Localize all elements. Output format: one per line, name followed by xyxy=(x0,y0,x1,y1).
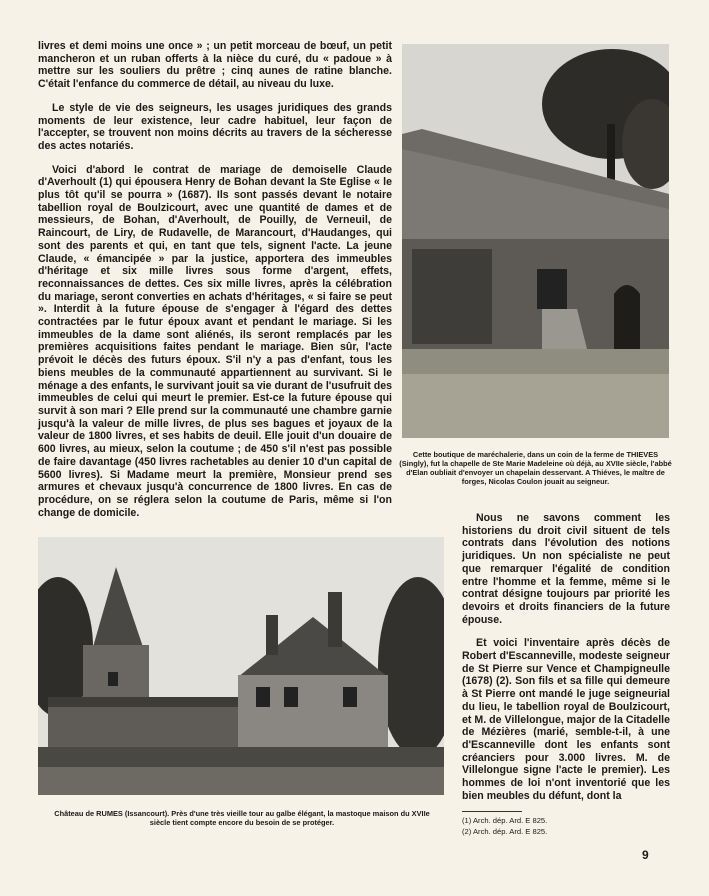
footnote: (1) Arch. dép. Ard. E 825. xyxy=(462,816,548,825)
page-number: 9 xyxy=(642,848,649,862)
footnotes xyxy=(462,811,672,837)
left-text-column xyxy=(38,40,392,530)
footnote-rule xyxy=(462,811,522,812)
photo-chateau-rumes xyxy=(38,537,444,795)
footnote: (2) Arch. dép. Ard. E 825. xyxy=(462,827,548,836)
paragraph: Le style de vie des seigneurs, les usages juridiques des grands moments de leur existence, leur cadre habituel, leur façon de l'accepter, se trouvent non moins décrits au travers de la sécheresse des actes notariés. xyxy=(38,101,392,152)
right-text-column xyxy=(462,512,670,813)
caption-forge-chapel: Cette boutique de maréchalerie, dans un coin de la ferme de THIEVES (Singly), fut la chapelle de Ste Marie Madeleine où déjà, au XVIIe siècle, l'abbé d'Elan oubliait d'envoyer un chapelain desservant. A Thiéves, le maître de forges, Nicolas Coulon jouait au seigneur. xyxy=(399,450,672,486)
caption-chateau-rumes: Château de RUMES (Issancourt). Près d'une très vieille tour au galbe élégant, la mastoque maison du XVIIe siècle tient compte encore du besoin de se protéger. xyxy=(54,809,430,827)
paragraph: livres et demi moins une once » ; un petit morceau de bœuf, un petit mancheron et un ruban offerts à la nièce du curé, du « padoue » à mettre sur les souliers du prêtre ; cinq aunes de ratine blanche. C'était l'enfance du commerce de détail, au niveau du luxe. xyxy=(38,40,392,91)
paragraph: Nous ne savons comment les historiens du droit civil situent de tels contrats dans l'évolution des notions juridiques. Un non spécialiste ne peut que remarquer l'égalité de condition entre l'homme et la femme, même si le contrat désigne toujours par priorité les devoirs et droits financiers de la future épouse. xyxy=(462,512,670,626)
photo-forge-chapel xyxy=(402,44,669,438)
paragraph: Voici d'abord le contrat de mariage de demoiselle Claude d'Averhoult (1) qui épousera Henry de Bohan devant la Ste Eglise « le plus tôt qu'il se pourra » (1687). Ils sont passés devant le notaire tabellion royal de Boulzicourt, avec une quantité de dames et de messieurs, de Bohan, d'Averhoult, de Pouilly, de Verneuil, de Raincourt, de Liry, de Rudavelle, de Marancourt, d'Haudanges, qui sont des parents et qui, en tant que tels, signent l'acte. La jeune Claude, « émancipée » par la justice, apportera des immeubles d'héritage et six mille livres sous forme d'argent, effets, reconnaissances de dettes. Ces six mille livres, après la célébration du mariage, seront converties en achats d'héritages, « si faire se peut ». Interdit à la future épouse de s'engager à l'égard des dettes contractées par le futur époux avant et pendant le mariage. Si les immeubles de la dame sont aliénés, ils seront remplacés par les premières acquisitions faites pendant le mariage. Bien sûr, l'acte prévoit le décès des futurs époux. S'il n'y a pas d'enfant, tous les biens meubles de la communauté appartiennent au survivant. Si le ménage a des enfants, le survivant jouit sa vie durant de l'usufruit des immeubles de celui qui meurt le premier. Est-ce la future épouse qui survit à son mari ? Elle prend sur la communauté une chambre garnie jusqu'à la valeur de mille livres, de plus ses bagues et joyaux de la valeur de 1800 livres, et ses habits de deuil. Elle jouit d'un douaire de 600 livres, au mieux, selon la coutume ; de 450 s'il n'est pas possible de faire davantage (450 livres rachetables au denier 10 d'un capital de 5600 livres). Si Madame meurt la première, Monsieur prend ses armures et chevaux jusqu'à concurrence de 1800 livres. En cas de procédure, on se réglera selon la coutume de Paris, même si l'on change de domicile. xyxy=(38,163,392,519)
paragraph: Et voici l'inventaire après décès de Robert d'Escanneville, modeste seigneur de St Pierre sur Vence et Champigneulle (1678) (2). Son fils et sa fille qui demeure à St Pierre ont mandé le juge seigneurial du lieu, le tabellion royal de Boulzicourt, et M. de Villelongue, major de la Citadelle de Mézières (marié, semble-t-il, à une d'Escanneville dont les enfants sont créanciers pour 3.000 livres. M. de Villelongue signe l'acte le premier). Les hommes de loi n'ont inventorié que les bien meubles du défunt, dont la xyxy=(462,637,670,802)
